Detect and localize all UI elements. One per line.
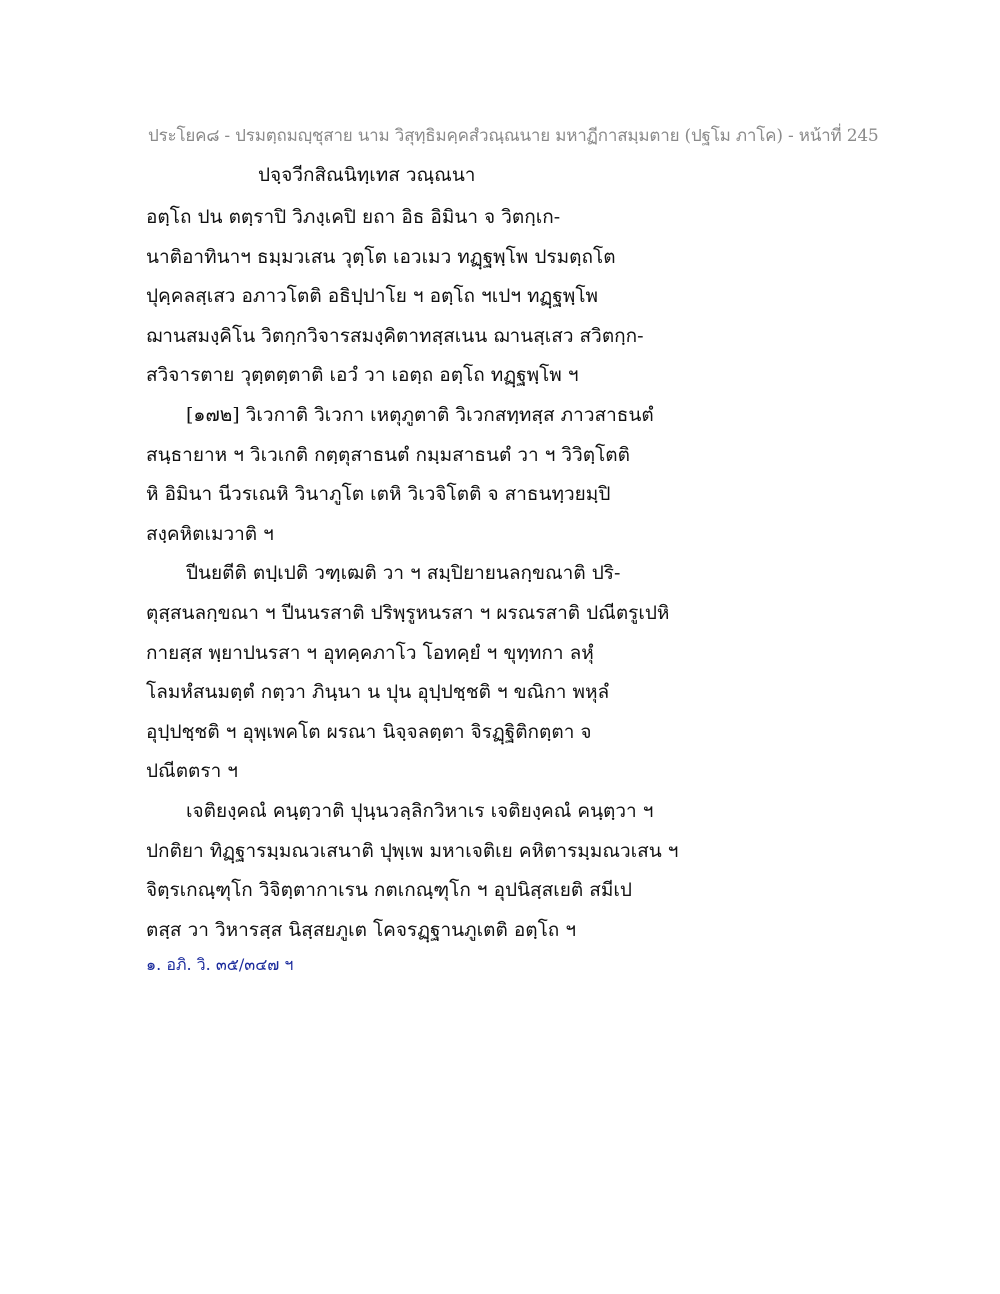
footnote: ๑. อภิ. วิ. ๓๕/๓๔๗ ฯ <box>146 955 294 974</box>
text-line: เจติยงฺคณํ คนฺตฺวาติ ปุนฺนวลฺลิกวิหาเร เจติยงฺคณํ คนฺตฺวา ฯ <box>186 799 654 822</box>
text-line: ตุสฺสนลกฺขณา ฯ ปีนนรสาติ ปริพฺรูหนรสา ฯ ผรณรสาติ ปณีตรูเปหิ <box>146 601 670 624</box>
text-line: สนฺธายาห ฯ วิเวเกติ กตฺตุสาธนตํ กมฺมสาธนตํ วา ฯ วิวิตฺโตติ <box>146 443 630 466</box>
text-line: สงฺคหิตเมวาติ ฯ <box>146 522 274 545</box>
text-line: โลมหํสนมตฺตํ กตฺวา ภินฺนา น ปุน อุปฺปชฺชติ ฯ ขณิกา พหุลํ <box>146 681 610 704</box>
section-title: ปจฺจวีกสิณนิทฺเทส วณฺณนา <box>258 164 476 186</box>
text-line: ฌานสมงฺคิโน วิตกฺกวิจารสมงฺคิตาทสฺสเนน ฌานสฺเสว สวิตกฺก- <box>146 324 644 347</box>
text-line: ตสฺส วา วิหารสฺส นิสฺสยภูเต โคจรฏฺฐานภูเตติ อตฺโถ ฯ <box>146 918 577 941</box>
text-line: กายสฺส พฺยาปนรสา ฯ อุทคฺคภาโว โอทคฺยํ ฯ ขุทฺทกา ลหุํ <box>146 641 594 664</box>
text-line: สวิจารตาย วุตฺตตฺตาติ เอวํ วา เอตฺถ อตฺโถ ทฏฺฐพฺโพ ฯ <box>146 364 579 387</box>
text-line: ปณีตตรา ฯ <box>146 760 238 783</box>
text-line: ปีนยตีติ ตปฺเปติ วฑฺเฒติ วา ฯ สมฺปิยายนลกฺขณาติ ปริ- <box>186 562 621 585</box>
text-line: อุปฺปชฺชติ ฯ อุพฺเพคโต ผรณา นิจฺจลตฺตา จิรฏฺฐิติกตฺตา จ <box>146 720 592 743</box>
text-line: อตฺโถ ปน ตตฺราปิ วิภงฺเคปิ ยถา อิธ อิมินา จ วิตกฺเก- <box>146 206 561 228</box>
text-line: หิ อิมินา นีวรเณหิ วินาภูโต เตหิ วิเวจิโตติ จ สาธนทฺวยมฺปิ <box>146 483 611 506</box>
page-header: ประโยค๘ - ปรมตฺถมญฺชุสาย นาม วิสุทฺธิมคฺคสํวณฺณนาย มหาฏีกาสมฺมตาย (ปฐโม ภาโค) - หน้าที่ 245 <box>148 126 879 146</box>
text-line: ปุคฺคลสฺเสว อภาวโตติ อธิปฺปาโย ฯ อตฺโถ ฯเปฯ ทฏฺฐพฺโพ <box>146 285 599 308</box>
body-text <box>146 198 706 950</box>
text-line: นาติอาทินาฯ ธมฺมวเสน วุตฺโต เอวเมว ทฏฺฐพฺโพ ปรมตฺถโต <box>146 245 616 268</box>
text-line: ปกติยา ทิฏฺฐารมฺมณวเสนาติ ปุพฺเพ มหาเจติเย คหิตารมฺมณวเสน ฯ <box>146 839 679 862</box>
text-line: [๑๗๒] วิเวกาติ วิเวกา เหตุภูตาติ วิเวกสทฺทสฺส ภาวสาธนตํ <box>186 403 654 426</box>
text-line: จิตฺรเกณฺฑุโก วิจิตฺตากาเรน กตเกณฺฑุโก ฯ อุปนิสฺสเยติ สมีเป <box>146 879 632 902</box>
